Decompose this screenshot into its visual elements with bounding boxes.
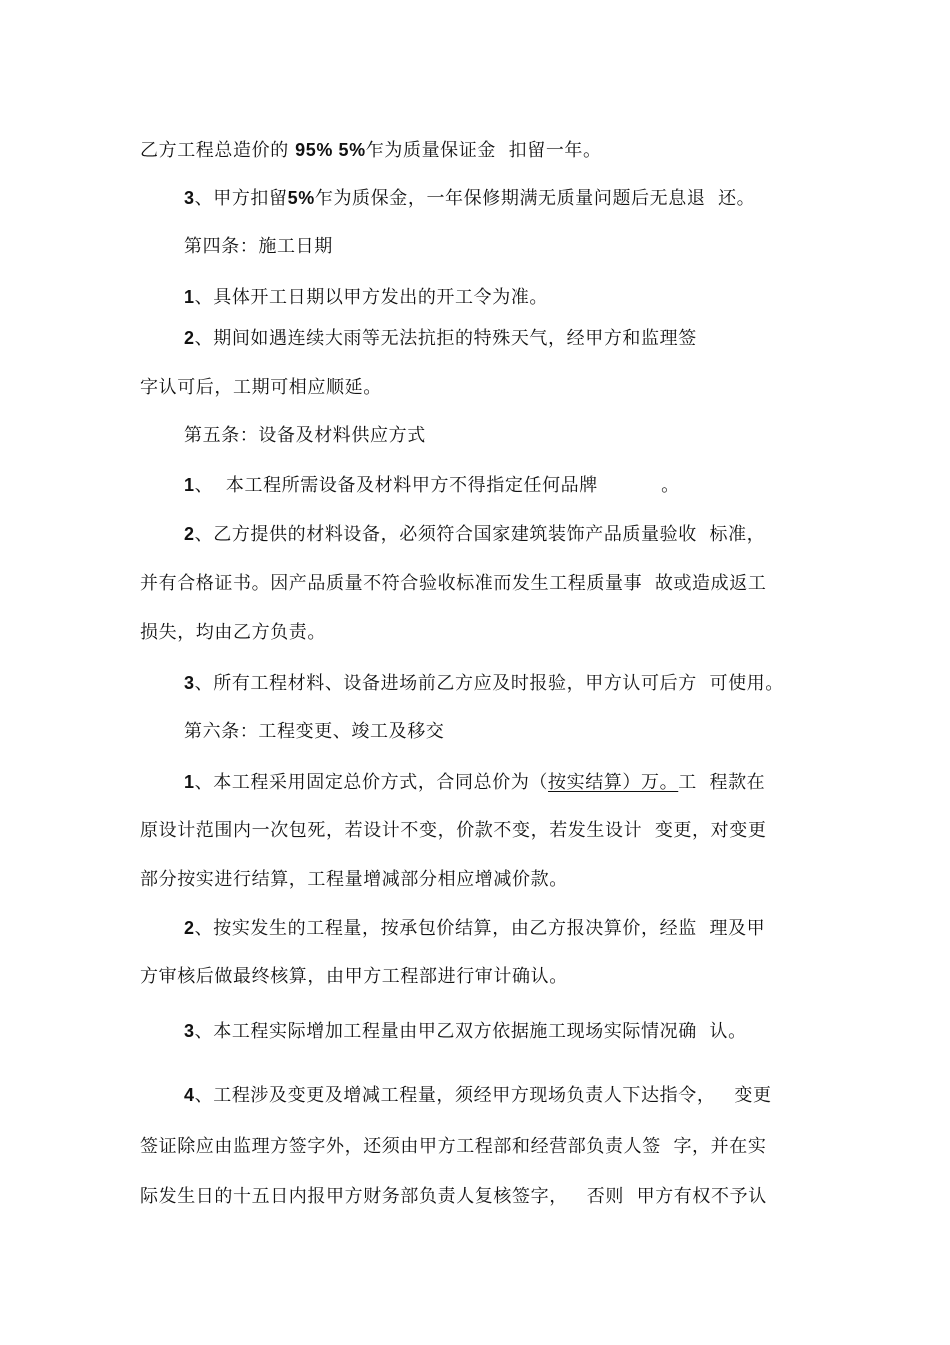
text-run: 原设计范围内一次包死，若设计不变，价款不变，若发生设计 变更，对变更 (140, 820, 767, 841)
text-run: 并有合格证书。因产品质量不符合验收标准而发生工程质量事 故或造成返工 (140, 573, 767, 594)
text-run: 第六条：工程变更、竣工及移交 (184, 721, 445, 742)
numeral-run: 2 (184, 328, 195, 348)
text-run: 、乙方提供的材料设备，必须符合国家建筑装饰产品质量验收 标准， (194, 524, 766, 545)
numeral-run: 3 (184, 1021, 195, 1041)
text-run: 方审核后做最终核算，由甲方工程部进行审计确认。 (140, 966, 568, 987)
text-run: 、甲方扣留 (194, 188, 288, 209)
numeral-run: 3 (184, 188, 195, 208)
text-run: 损失，均由乙方负责。 (140, 622, 326, 643)
paragraph-line (184, 916, 765, 941)
text-run: 乙方工程总造价的 (140, 140, 296, 161)
paragraph-line (184, 770, 765, 795)
underlined-run: 按实结算）万。 (548, 772, 679, 793)
paragraph-line (184, 326, 697, 351)
paragraph-line (140, 1185, 767, 1209)
paragraph-line (140, 965, 568, 989)
paragraph-line (184, 285, 548, 310)
paragraph-line (184, 671, 784, 696)
text-run: 工 程款在 (678, 772, 766, 793)
text-run: 际发生日的十五日内报甲方财务部负责人复核签字， 否则 甲方有权不予认 (140, 1186, 767, 1207)
section-heading (184, 235, 333, 259)
paragraph-line (184, 186, 755, 211)
text-run: 、所有工程材料、设备进场前乙方应及时报验，甲方认可后方 可使用。 (194, 673, 784, 694)
text-run: 、工程涉及变更及增减工程量，须经甲方现场负责人下达指令， 变更 (194, 1085, 772, 1106)
numeral-run: 1 (184, 287, 195, 307)
text-run: 签证除应由监理方签字外，还须由甲方工程部和经营部负责人签 字，并在实 (140, 1136, 767, 1157)
text-run: 、本工程实际增加工程量由甲乙双方依据施工现场实际情况确 认。 (194, 1021, 747, 1042)
paragraph-line (140, 376, 382, 400)
text-run: 、 本工程所需设备及材料甲方不得指定任何品牌 。 (194, 475, 680, 496)
numeral-run: 5% (287, 188, 315, 208)
text-run: 乍为质保金，一年保修期满无质量问题后无息退 还。 (314, 188, 756, 209)
text-run: 部分按实进行结算，工程量增减部分相应增减价款。 (140, 869, 568, 890)
text-run: 第五条：设备及材料供应方式 (184, 425, 426, 446)
paragraph-line (140, 572, 766, 596)
paragraph-line (140, 868, 568, 892)
numeral-run: 95% 5% (295, 140, 366, 160)
paragraph-line (184, 1083, 772, 1108)
paragraph-line (184, 1019, 747, 1044)
section-heading (184, 424, 426, 448)
paragraph-line (184, 522, 765, 547)
text-run: 、本工程采用固定总价方式，合同总价为（ (194, 772, 549, 793)
text-run: 第四条：施工日期 (184, 236, 333, 257)
numeral-run: 4 (184, 1085, 195, 1105)
text-run: 、期间如遇连续大雨等无法抗拒的特殊天气，经甲方和监理签 (194, 328, 697, 349)
text-run: 、具体开工日期以甲方发出的开工令为准。 (194, 287, 549, 308)
paragraph-line (184, 473, 680, 498)
numeral-run: 2 (184, 918, 195, 938)
text-run: 、按实发生的工程量，按承包价结算，由乙方报决算价，经监 理及甲 (194, 918, 766, 939)
paragraph-line (140, 138, 602, 163)
numeral-run: 1 (184, 475, 195, 495)
paragraph-line (140, 819, 766, 843)
numeral-run: 1 (184, 772, 195, 792)
text-run: 字认可后，工期可相应顺延。 (140, 377, 382, 398)
paragraph-line (140, 1135, 766, 1159)
paragraph-line (140, 621, 326, 645)
text-run: 乍为质量保证金 扣留一年。 (365, 140, 602, 161)
section-heading (184, 720, 444, 744)
numeral-run: 3 (184, 673, 195, 693)
numeral-run: 2 (184, 524, 195, 544)
